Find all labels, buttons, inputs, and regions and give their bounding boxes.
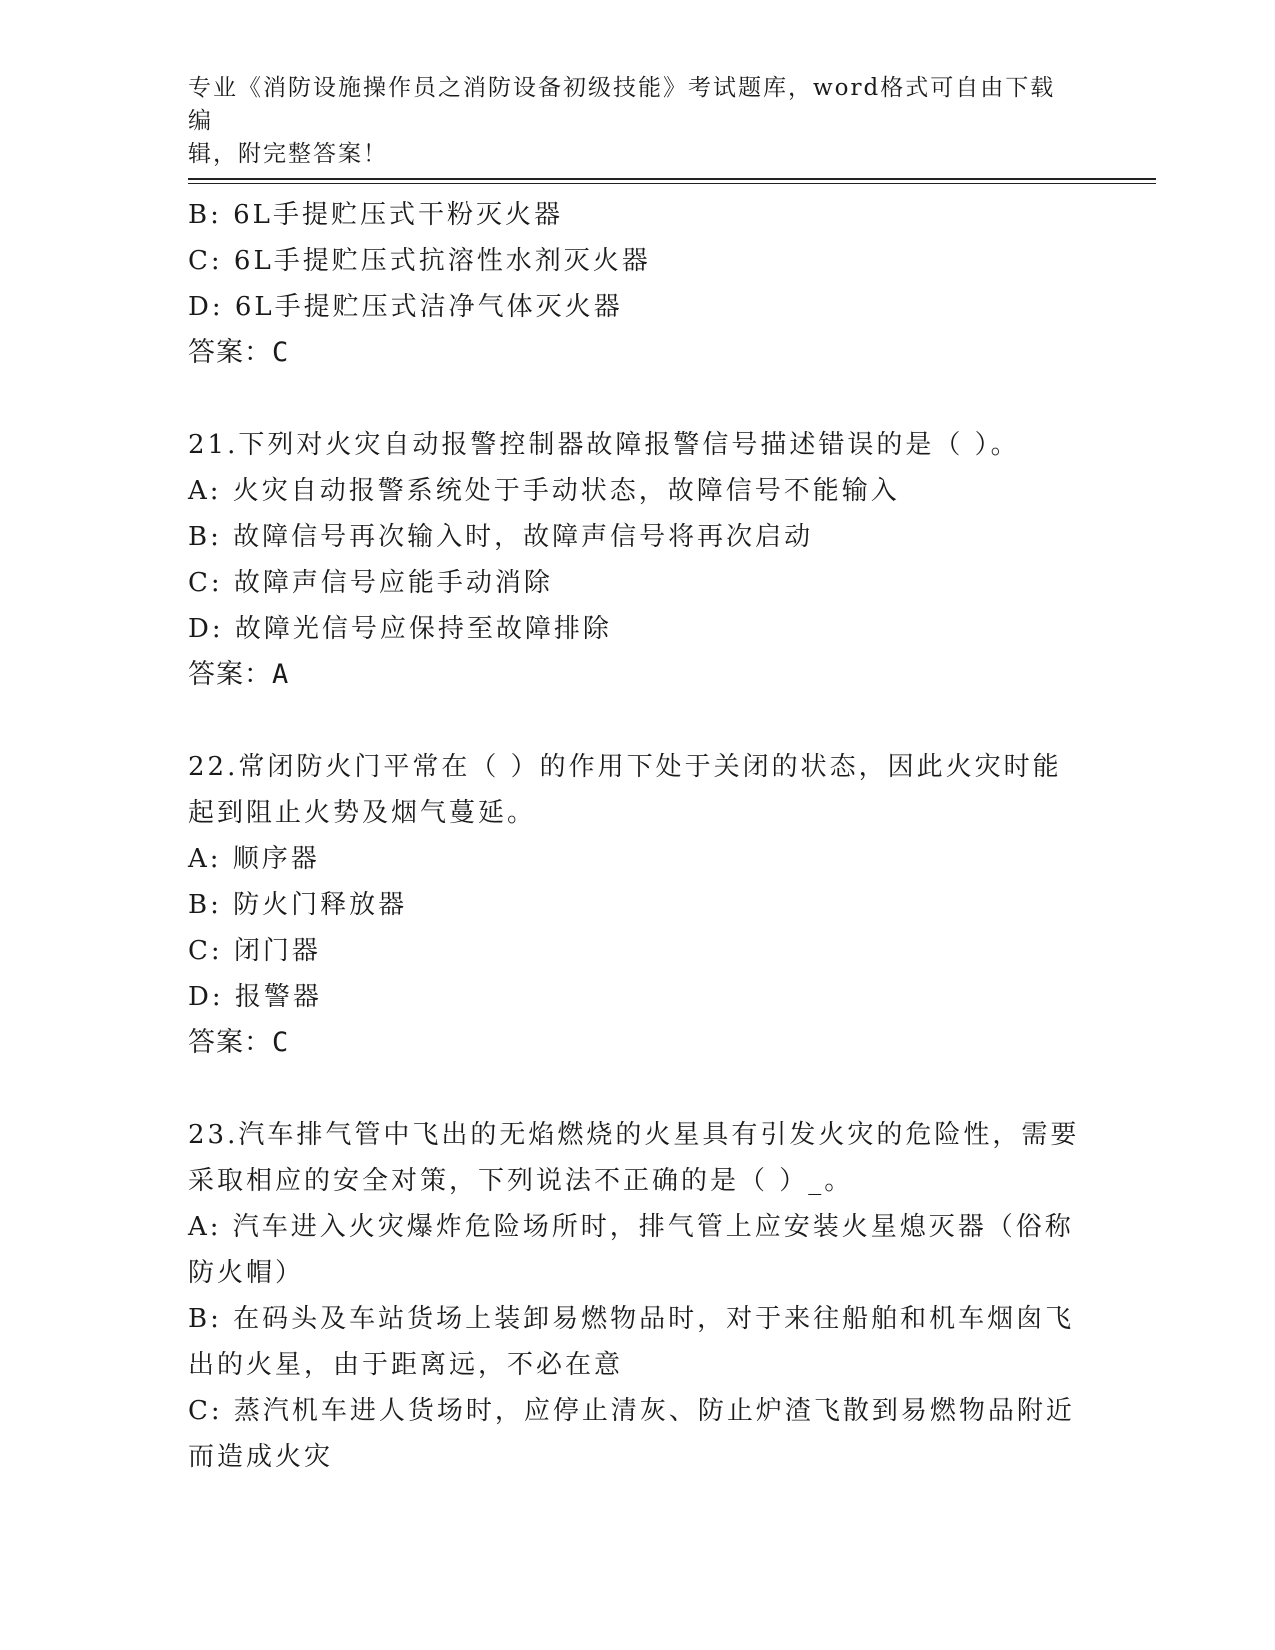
q22-question-line-2: 起到阻止火势及烟气蔓延。 (188, 798, 537, 828)
q22-question-line-1: 22.常闭防火门平常在（ ）的作用下处于关闭的状态，因此火灾时能 (188, 752, 1062, 782)
q20-answer-value: C (272, 337, 290, 368)
q20-option-b: B: 6L手提贮压式干粉灭火器 (188, 200, 563, 230)
q20-option-c: C: 6L手提贮压式抗溶性水剂灭火器 (188, 246, 651, 276)
question-20-tail (188, 192, 1088, 376)
q22-option-a: A: 顺序器 (188, 844, 320, 874)
q21-option-d: D: 故障光信号应保持至故障排除 (188, 614, 612, 644)
q22-option-c: C: 闭门器 (188, 936, 321, 966)
q22-option-d: D: 报警器 (188, 982, 322, 1012)
q22-answer-value: C (272, 1027, 290, 1058)
q23-option-b-line-1: B: 在码头及车站货场上装卸易燃物品时，对于来往船舶和机车烟囱飞 (188, 1304, 1075, 1334)
question-content (188, 192, 1088, 1480)
header-divider-thin (188, 183, 1156, 184)
question-23 (188, 1112, 1088, 1480)
document-header (188, 72, 1068, 171)
q21-option-b: B: 故障信号再次输入时，故障声信号将再次启动 (188, 522, 814, 552)
question-22 (188, 744, 1088, 1066)
q21-answer-label: 答案： (188, 659, 272, 690)
q23-option-c-line-2: 而造成火灾 (188, 1442, 334, 1472)
q21-answer-value: A (272, 659, 290, 690)
q23-option-c-line-1: C: 蒸汽机车进人货场时，应停止清灰、防止炉渣飞散到易燃物品附近 (188, 1396, 1075, 1426)
q21-option-a: A: 火灾自动报警系统处于手动状态，故障信号不能输入 (188, 476, 900, 506)
q23-question-line-2: 采取相应的安全对策，下列说法不正确的是（ ）_。 (188, 1166, 854, 1196)
q23-question-line-1: 23.汽车排气管中飞出的无焰燃烧的火星具有引发火灾的危险性，需要 (188, 1120, 1080, 1150)
q21-answer (188, 652, 1088, 698)
q20-option-d: D: 6L手提贮压式洁净气体灭火器 (188, 292, 623, 322)
q23-option-b-line-2: 出的火星，由于距离远，不必在意 (188, 1350, 624, 1380)
header-divider (188, 178, 1156, 180)
q23-option-a-line-2: 防火帽） (188, 1258, 305, 1288)
q23-option-a-line-1: A: 汽车进入火灾爆炸危险场所时，排气管上应安装火星熄灭器（俗称 (188, 1212, 1074, 1242)
q20-answer (188, 330, 1088, 376)
q22-answer (188, 1020, 1088, 1066)
question-21 (188, 422, 1088, 698)
q22-answer-label: 答案： (188, 1027, 272, 1058)
q20-answer-label: 答案： (188, 337, 272, 368)
q22-option-b: B: 防火门释放器 (188, 890, 408, 920)
header-line-1: 专业《消防设施操作员之消防设备初级技能》考试题库，word格式可自由下载编 (188, 75, 1056, 134)
header-line-2: 辑，附完整答案！ (188, 141, 388, 167)
q21-option-c: C: 故障声信号应能手动消除 (188, 568, 553, 598)
q21-question: 21.下列对火灾自动报警控制器故障报警信号描述错误的是（ ）。 (188, 430, 1020, 460)
